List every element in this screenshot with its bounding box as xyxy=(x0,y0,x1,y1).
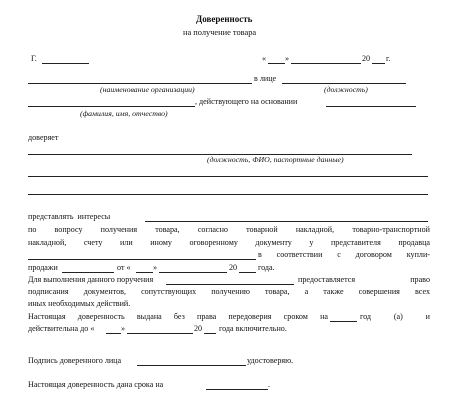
valid-year-field[interactable] xyxy=(204,333,216,334)
body-line-2: по вопросу получения товара, согласно товарной накладной, товарно-транспортной xyxy=(28,225,430,234)
valid-month-field[interactable] xyxy=(127,333,193,334)
basis-document-field[interactable] xyxy=(326,106,416,107)
year-unit-label: год (а) и xyxy=(360,312,430,321)
year-suffix: г. xyxy=(386,54,391,63)
represent-interests-label: представлять интересы xyxy=(28,212,111,221)
valid-until-label: действительна до « xyxy=(28,324,95,333)
contract-date-open: от « xyxy=(117,263,131,272)
signature-label: Подпись доверенного лица xyxy=(28,356,122,365)
city-label: Г. xyxy=(31,54,37,63)
issued-term-field[interactable] xyxy=(206,389,268,390)
organization-caption: (наименование организации) xyxy=(100,85,195,94)
contract-year-suffix: года. xyxy=(258,263,275,272)
date-close-quote: » xyxy=(285,54,290,63)
contract-date-close: » xyxy=(153,263,158,272)
valid-day-field[interactable] xyxy=(106,333,121,334)
full-name-caption: (фамилия, имя, отчество) xyxy=(80,109,168,118)
body-line-8: иных необходимых действий. xyxy=(28,299,131,308)
represented-party-field[interactable] xyxy=(145,221,428,222)
body-line-3: накладной, счету или иному оговоренному документу у представителя продавца xyxy=(28,238,430,247)
document-subtitle: на получение товара xyxy=(183,28,257,37)
in-person-label: в лице xyxy=(254,74,277,83)
contract-number-field[interactable] xyxy=(62,272,114,273)
city-field[interactable] xyxy=(42,63,89,64)
contract-year-prefix: 20 xyxy=(229,263,238,272)
year-prefix: 20 xyxy=(362,54,371,63)
contract-year-field[interactable] xyxy=(239,272,256,273)
trustee-field-2[interactable] xyxy=(28,176,428,177)
contract-day-field[interactable] xyxy=(136,272,153,273)
seller-rep-field[interactable] xyxy=(28,259,256,260)
position-field[interactable] xyxy=(282,83,406,84)
trust-verb: доверяет xyxy=(28,133,59,142)
acting-basis-label: , действующего на основании xyxy=(195,97,298,106)
issued-term-label: Настоящая доверенность дана срока на xyxy=(28,380,164,389)
validity-term-label: Настоящая доверенность выдана без права передоверия сроком на xyxy=(28,312,328,321)
right-granted-label: предоставляется право xyxy=(298,275,430,284)
sale-label: продажи xyxy=(28,263,58,272)
trustee-field-3[interactable] xyxy=(28,194,428,195)
full-name-field[interactable] xyxy=(28,106,195,107)
valid-through-label: года включительно. xyxy=(219,324,287,333)
body-line-7: подписания документов, сопутствующих получению товара, а также совершения всех xyxy=(28,287,430,296)
month-field[interactable] xyxy=(291,63,361,64)
valid-date-close: » xyxy=(121,324,126,333)
signature-field[interactable] xyxy=(137,365,246,366)
certify-label: удостоверяю. xyxy=(247,356,294,365)
body-line-4: в соответствии с договором купли- xyxy=(258,250,430,259)
validity-term-field[interactable] xyxy=(330,321,357,322)
date-open-quote: « xyxy=(262,54,267,63)
assignment-label: Для выполнения данного поручения xyxy=(28,275,154,284)
organization-field[interactable] xyxy=(28,83,252,84)
issued-term-end: . xyxy=(268,380,271,389)
valid-year-prefix: 20 xyxy=(194,324,203,333)
year-field[interactable] xyxy=(372,63,385,64)
trustee-caption: (должность, ФИО, паспортные данные) xyxy=(207,155,344,164)
day-field[interactable] xyxy=(268,63,285,64)
contract-month-field[interactable] xyxy=(159,272,227,273)
document-title: Доверенность xyxy=(196,14,253,24)
assignment-field[interactable] xyxy=(166,284,294,285)
position-caption: (должность) xyxy=(324,85,368,94)
